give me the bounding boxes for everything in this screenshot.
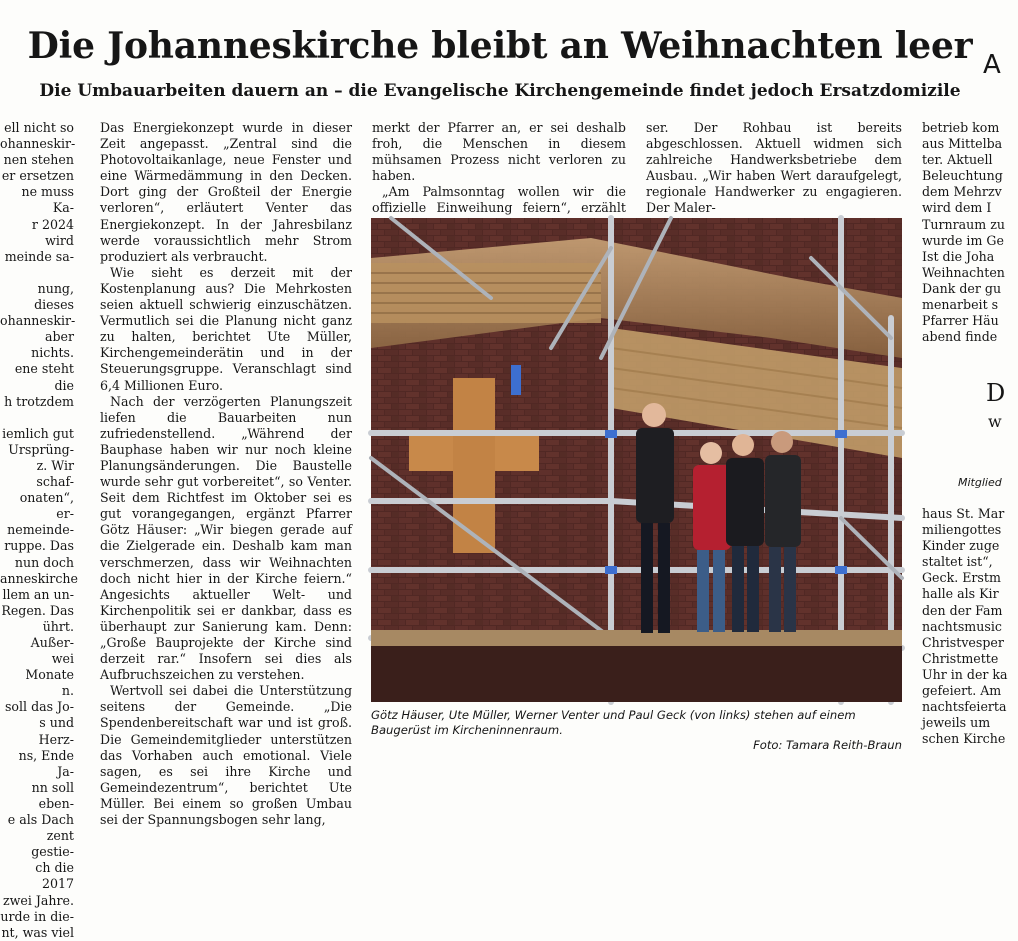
text-line: miliengottes	[922, 522, 1002, 538]
text-line: Christmette	[922, 650, 999, 666]
text-line: ch die 2017	[35, 860, 74, 892]
text-line: dem Mehrzv	[922, 184, 1002, 200]
text-line: nemeinde-	[7, 522, 74, 538]
paragraph: merkt der Pfarrer an, er sei deshalb froh, die Menschen in diesem mühsamen Prozess nicht verloren zu haben.	[372, 120, 626, 184]
text-line: abend finde	[922, 329, 998, 345]
column-5-cut-bottom	[922, 506, 1008, 747]
paragraph: „Am Palmsonntag wollen wir die offizielle Einweihung feiern“, erzählt	[372, 184, 626, 216]
text-line: Geck. Erstm	[922, 570, 1001, 586]
text-line: ruppe. Das	[4, 538, 74, 554]
column-5-big-letter: D	[986, 379, 1006, 407]
text-line: n.	[61, 683, 74, 699]
text-line: urde in die-	[0, 908, 74, 924]
text-line: ohanneskir-	[0, 313, 76, 329]
next-article-edge-letter: A	[983, 50, 1001, 80]
paragraph: Wertvoll sei dabei die Unterstützung seitens der Gemeinde. „Die Spendenbereitschaft war und ist groß. Die Gemeindemitglieder unterstützen das Vorhaben auch emotional. Viele sagen, es sei ihre Kirche und Gemeindezentrum“, berichtet Ute Müller. Bei einem so großen Umbau sei der Spannungsbogen sehr lang,	[100, 683, 352, 828]
text-line: nachtsmusic	[922, 618, 1002, 634]
text-line: z. Wir schaf-	[36, 457, 74, 490]
text-line: jeweils um	[922, 715, 991, 731]
text-line: ter. Aktuell	[922, 152, 993, 168]
text-line: aber nichts.	[31, 329, 74, 361]
text-line: onaten“, er-	[19, 490, 74, 522]
text-line: gefeiert. Am	[922, 683, 1002, 699]
column-5-mitglied: Mitglied	[958, 476, 1002, 489]
text-line: ohanneskir-	[0, 136, 76, 152]
caption-text: Götz Häuser, Ute Müller, Werner Venter und Paul Geck (von links) stehen auf einem Baugerüst im Kircheninnenraum.	[371, 708, 856, 737]
text-line: Kinder zuge	[922, 538, 1000, 554]
column-4	[646, 120, 902, 216]
text-line: h trotzdem	[4, 393, 74, 409]
photo-credit: Foto: Tamara Reith-Braun	[753, 738, 902, 752]
text-line: wei Monate	[25, 651, 74, 683]
text-line: nen stehen	[3, 152, 74, 168]
text-line: halle als Kir	[922, 586, 999, 602]
text-line: nt, was viel	[1, 924, 74, 940]
text-line: Beleuchtung	[922, 168, 1003, 184]
text-line: ell nicht so	[4, 120, 74, 135]
text-line: wird dem I	[922, 200, 992, 216]
paragraph: Das Energiekonzept wurde in dieser Zeit angepasst. „Zentral sind die Photovoltaikanlage, neue Fenster und eine Wärmedämmung in den Decken. Dort ging der Großteil der Energie verloren“, erläutert Venter das Energiekonzept. In der Jahresbilanz werde voraussichtlich mehr Strom produziert als verbraucht.	[100, 120, 352, 264]
paragraph: ser. Der Rohbau ist bereits abgeschlossen. Aktuell widmen sich zahlreiche Handwerksbetriebe dem Ausbau. „Wir haben Wert daraufgelegt, regionale Handwerker zu engagieren. Der Maler-	[646, 120, 902, 216]
text-line: ns, Ende Ja-	[18, 747, 74, 779]
text-line: nun doch	[14, 554, 74, 570]
article-subhead: Die Umbauarbeiten dauern an – die Evangelische Kirchengemeinde findet jedoch Ersatzdomizile	[39, 81, 961, 101]
text-line: Dank der gu	[922, 280, 1002, 296]
column-5-small-letter: w	[988, 412, 1002, 431]
text-line: zwei Jahre.	[2, 892, 74, 908]
text-line	[0, 265, 74, 281]
text-line: iemlich gut	[2, 425, 74, 441]
scaffolding-photo	[371, 218, 902, 702]
paragraph: Wie sieht es derzeit mit der Kostenplanung aus? Die Mehrkosten seien aktuell schwierig einzuschätzen. Vermutlich sei die Planung nicht ganz zu halten, berichtet Ute Müller, Kirchengemeinderätin und in der Steuerungsgruppe. Veranschlagt sind 6,4 Millionen Euro.	[100, 264, 352, 393]
text-line: ne muss Ka-	[21, 184, 74, 216]
column-1-cut	[0, 120, 78, 941]
text-line: wurde im Ge	[922, 232, 1004, 248]
text-line: soll das Jo-	[4, 699, 74, 715]
text-line: betrieb kom	[922, 120, 1000, 135]
text-line: menarbeit s	[922, 297, 999, 313]
paragraph: Nach der verzögerten Planungszeit liefen die Bauarbeiten nun zufriedenstellend. „Während der Bauphase haben wir nur noch kleine Planungsänderungen. Die Baustelle wurde sehr gut vorbereitet“, so Venter. Seit dem Richtfest im Oktober sei es gut vorangegangen, ergänzt Pfarrer Götz Häuser: „Wir biegen gerade auf die Zielgerade ein. Deshalb kam man verschmerzen, dass wir Weihnachten doch nicht hier in der Kirche feiern.“ Angesichts aktueller Welt- und Kirchenpolitik sei er dankbar, dass es überhaupt zur Sanierung kam. Denn: „Große Bauprojekte der Kirche sind derzeit rar.“ Insofern sei dies als Aufbruchszeichen zu verstehen.	[100, 393, 352, 683]
text-line: Ursprüng-	[8, 441, 74, 457]
text-line: ene steht die	[14, 361, 74, 393]
text-line: meinde sa-	[4, 248, 74, 264]
text-line: Turnraum zu	[922, 216, 1005, 232]
text-line: haus St. Mar	[922, 506, 1005, 521]
text-line: schen Kirche	[922, 731, 1006, 747]
text-line: Weihnachten	[922, 264, 1005, 280]
text-line: staltet ist“,	[922, 554, 993, 570]
article-photo	[371, 218, 902, 702]
article-headline: Die Johanneskirche bleibt an Weihnachten leer	[27, 25, 973, 67]
text-line: s und Herz-	[38, 715, 74, 747]
text-line: nn soll eben-	[31, 779, 74, 811]
column-3	[372, 120, 626, 216]
text-line: ührt. Außer-	[30, 618, 74, 650]
text-line: e als Dach	[7, 812, 74, 828]
text-line: r 2024 wird	[31, 216, 74, 248]
text-line: Regen. Das	[1, 602, 74, 618]
text-line: Uhr in der ka	[922, 666, 1008, 682]
text-line: nachtsfeierta	[922, 699, 1007, 715]
text-line: anneskirche	[0, 570, 78, 586]
text-line: zent gestie-	[31, 828, 74, 860]
text-line: Christvesper	[922, 634, 1004, 650]
text-line: den der Fam	[922, 602, 1003, 618]
text-line	[0, 410, 74, 426]
text-line: Ist die Joha	[922, 248, 995, 264]
text-line: aus Mittelba	[922, 136, 1003, 152]
text-line: nung, dieses	[34, 280, 74, 313]
text-line: er ersetzen	[1, 168, 74, 184]
column-5-cut-top	[922, 120, 1005, 345]
text-line: llem an un-	[2, 586, 74, 602]
column-2	[100, 120, 352, 828]
photo-caption	[371, 708, 902, 753]
text-line: Pfarrer Häu	[922, 313, 999, 329]
